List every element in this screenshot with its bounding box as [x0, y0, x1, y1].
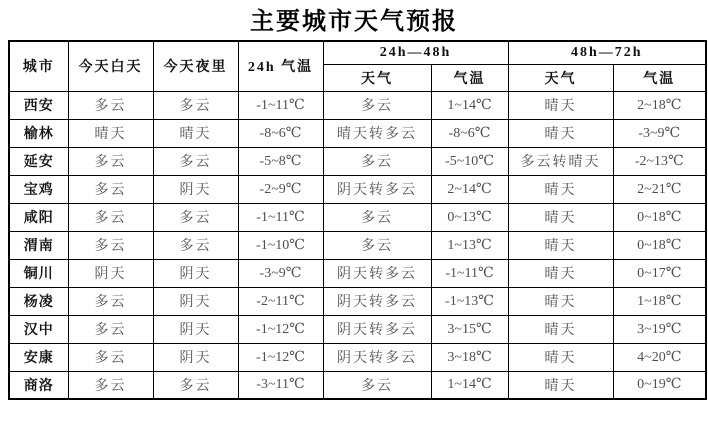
today-night-cell: 多云: [153, 91, 238, 119]
col-header-today-night: 今天夜里: [153, 41, 238, 91]
temp-48h-72h-cell: 4~20℃: [613, 343, 706, 371]
table-body: [9, 91, 706, 399]
table-row: [9, 259, 706, 287]
temp-24h-cell: -8~6℃: [238, 119, 323, 147]
today-night-cell: 阴天: [153, 287, 238, 315]
col-header-city: 城市: [9, 41, 68, 91]
weather-48h-72h-cell: 晴天: [508, 119, 613, 147]
today-day-cell: 阴天: [68, 259, 153, 287]
table-row: [9, 343, 706, 371]
table-row: [9, 287, 706, 315]
today-night-cell: 阴天: [153, 175, 238, 203]
weather-24h-48h-cell: 多云: [323, 231, 431, 259]
temp-24h-48h-cell: 1~13℃: [431, 231, 508, 259]
temp-48h-72h-cell: 0~17℃: [613, 259, 706, 287]
today-night-cell: 多云: [153, 147, 238, 175]
today-day-cell: 多云: [68, 371, 153, 399]
weather-24h-48h-cell: 阴天转多云: [323, 287, 431, 315]
weather-24h-48h-cell: 阴天转多云: [323, 315, 431, 343]
table-row: [9, 91, 706, 119]
weather-48h-72h-cell: 多云转晴天: [508, 147, 613, 175]
weather-24h-48h-cell: 多云: [323, 371, 431, 399]
city-cell: 榆林: [9, 119, 68, 147]
weather-24h-48h-cell: 阴天转多云: [323, 343, 431, 371]
temp-48h-72h-cell: 1~18℃: [613, 287, 706, 315]
city-cell: 渭南: [9, 231, 68, 259]
weather-48h-72h-cell: 晴天: [508, 203, 613, 231]
table-row: [9, 119, 706, 147]
temp-24h-48h-cell: 3~18℃: [431, 343, 508, 371]
col-header-temp-24h: 24h 气温: [238, 41, 323, 91]
temp-24h-cell: -3~9℃: [238, 259, 323, 287]
col-header-group-24h-48h: 24h—48h: [323, 41, 508, 64]
table-row: [9, 175, 706, 203]
table-row: [9, 147, 706, 175]
temp-24h-48h-cell: -1~13℃: [431, 287, 508, 315]
today-day-cell: 多云: [68, 315, 153, 343]
city-cell: 铜川: [9, 259, 68, 287]
temp-24h-cell: -3~11℃: [238, 371, 323, 399]
today-night-cell: 阴天: [153, 343, 238, 371]
temp-24h-cell: -1~12℃: [238, 343, 323, 371]
temp-24h-48h-cell: 1~14℃: [431, 91, 508, 119]
table-row: [9, 231, 706, 259]
city-cell: 宝鸡: [9, 175, 68, 203]
temp-24h-48h-cell: -8~6℃: [431, 119, 508, 147]
temp-24h-48h-cell: 3~15℃: [431, 315, 508, 343]
today-night-cell: 多云: [153, 371, 238, 399]
city-cell: 商洛: [9, 371, 68, 399]
temp-24h-cell: -2~11℃: [238, 287, 323, 315]
page-title: 主要城市天气预报: [250, 9, 458, 35]
table-header: [9, 41, 706, 91]
temp-24h-cell: -2~9℃: [238, 175, 323, 203]
weather-48h-72h-cell: 晴天: [508, 315, 613, 343]
temp-48h-72h-cell: -2~13℃: [613, 147, 706, 175]
city-cell: 安康: [9, 343, 68, 371]
temp-24h-cell: -1~10℃: [238, 231, 323, 259]
col-header-today-day: 今天白天: [68, 41, 153, 91]
today-day-cell: 多云: [68, 91, 153, 119]
weather-48h-72h-cell: 晴天: [508, 259, 613, 287]
weather-48h-72h-cell: 晴天: [508, 371, 613, 399]
today-day-cell: 多云: [68, 287, 153, 315]
weather-48h-72h-cell: 晴天: [508, 231, 613, 259]
city-cell: 西安: [9, 91, 68, 119]
city-cell: 汉中: [9, 315, 68, 343]
subheader-weather-24h-48h: 天气: [323, 64, 431, 91]
temp-24h-48h-cell: 1~14℃: [431, 371, 508, 399]
today-day-cell: 多云: [68, 343, 153, 371]
temp-24h-cell: -5~8℃: [238, 147, 323, 175]
today-day-cell: 多云: [68, 203, 153, 231]
temp-24h-48h-cell: -1~11℃: [431, 259, 508, 287]
temp-48h-72h-cell: 0~19℃: [613, 371, 706, 399]
today-night-cell: 阴天: [153, 259, 238, 287]
subheader-temp-48h-72h: 气温: [613, 64, 706, 91]
temp-48h-72h-cell: -3~9℃: [613, 119, 706, 147]
today-night-cell: 晴天: [153, 119, 238, 147]
temp-24h-cell: -1~11℃: [238, 91, 323, 119]
city-cell: 延安: [9, 147, 68, 175]
temp-48h-72h-cell: 2~18℃: [613, 91, 706, 119]
city-cell: 咸阳: [9, 203, 68, 231]
weather-48h-72h-cell: 晴天: [508, 343, 613, 371]
temp-24h-cell: -1~11℃: [238, 203, 323, 231]
temp-48h-72h-cell: 3~19℃: [613, 315, 706, 343]
col-header-group-48h-72h: 48h—72h: [508, 41, 706, 64]
city-cell: 杨凌: [9, 287, 68, 315]
today-day-cell: 晴天: [68, 119, 153, 147]
temp-24h-cell: -1~12℃: [238, 315, 323, 343]
temp-24h-48h-cell: 2~14℃: [431, 175, 508, 203]
weather-24h-48h-cell: 多云: [323, 147, 431, 175]
table-row: [9, 203, 706, 231]
weather-table: [8, 40, 707, 400]
today-night-cell: 阴天: [153, 315, 238, 343]
subheader-temp-24h-48h: 气温: [431, 64, 508, 91]
today-day-cell: 多云: [68, 175, 153, 203]
weather-48h-72h-cell: 晴天: [508, 175, 613, 203]
temp-24h-48h-cell: 0~13℃: [431, 203, 508, 231]
header-row-groups: [9, 41, 706, 64]
today-day-cell: 多云: [68, 147, 153, 175]
today-night-cell: 多云: [153, 231, 238, 259]
table-row: [9, 371, 706, 399]
temp-48h-72h-cell: 2~21℃: [613, 175, 706, 203]
weather-24h-48h-cell: 阴天转多云: [323, 259, 431, 287]
weather-24h-48h-cell: 阴天转多云: [323, 175, 431, 203]
today-night-cell: 多云: [153, 203, 238, 231]
weather-48h-72h-cell: 晴天: [508, 91, 613, 119]
weather-24h-48h-cell: 晴天转多云: [323, 119, 431, 147]
weather-24h-48h-cell: 多云: [323, 91, 431, 119]
weather-24h-48h-cell: 多云: [323, 203, 431, 231]
temp-24h-48h-cell: -5~10℃: [431, 147, 508, 175]
subheader-weather-48h-72h: 天气: [508, 64, 613, 91]
weather-48h-72h-cell: 晴天: [508, 287, 613, 315]
today-day-cell: 多云: [68, 231, 153, 259]
table-row: [9, 315, 706, 343]
temp-48h-72h-cell: 0~18℃: [613, 231, 706, 259]
temp-48h-72h-cell: 0~18℃: [613, 203, 706, 231]
